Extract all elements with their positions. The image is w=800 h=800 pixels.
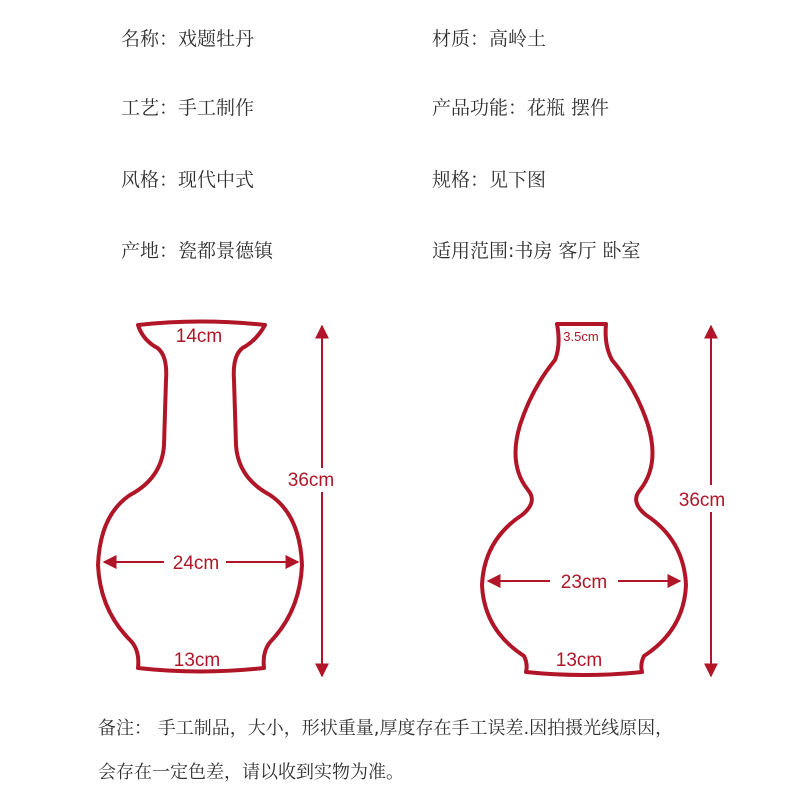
left-top-label: 14cm <box>175 326 223 347</box>
left-height-label: 36cm <box>287 470 335 491</box>
spec-style: 风格：现代中式 <box>121 169 255 191</box>
right-height-label: 36cm <box>678 490 726 511</box>
right-vase-outline <box>482 324 686 675</box>
spec-function: 产品功能：花瓶 摆件 <box>432 97 610 119</box>
spec-origin: 产地：瓷都景德镇 <box>121 240 274 262</box>
spec-craft: 工艺：手工制作 <box>121 97 255 119</box>
right-top-label: 3.5cm <box>563 329 599 344</box>
note-line-2: 会存在一定色差，请以收到实物为准。 <box>98 762 404 783</box>
left-width-label: 24cm <box>172 553 220 574</box>
spec-name: 名称：戏题牡丹 <box>121 28 255 50</box>
right-bottom-label: 13cm <box>555 650 603 671</box>
note-line-1: 备注： 手工制品，大小，形状重量,厚度存在手工误差.因拍摄光线原因， <box>98 718 674 739</box>
left-vase-outline <box>98 322 302 672</box>
right-width-label: 23cm <box>560 572 608 593</box>
spec-scope: 适用范围:书房 客厅 卧室 <box>432 240 641 262</box>
spec-size: 规格：见下图 <box>432 169 547 191</box>
spec-material: 材质：高岭土 <box>432 28 547 50</box>
left-bottom-label: 13cm <box>173 650 221 671</box>
